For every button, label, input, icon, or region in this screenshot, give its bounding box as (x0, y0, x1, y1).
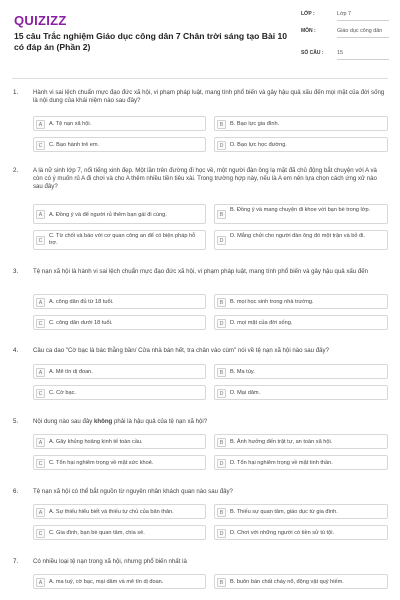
option-text: B. Thiếu sự quan tâm, giáo dục từ gia đình. (230, 508, 338, 515)
option-a[interactable] (33, 434, 206, 449)
option-letter: A (36, 508, 45, 517)
option-c[interactable] (33, 315, 206, 330)
option-letter: B (217, 120, 226, 129)
option-text: D. Mại dâm. (230, 389, 261, 396)
option-c[interactable] (33, 230, 206, 250)
meta-subject-label: MÔN : (301, 28, 316, 34)
option-letter: C (36, 141, 45, 150)
option-letter: D (217, 529, 226, 538)
option-a[interactable] (33, 204, 206, 224)
option-c[interactable] (33, 137, 206, 152)
option-b[interactable] (214, 116, 388, 131)
meta-class (301, 11, 391, 28)
option-text: A. ma tuý, cờ bạc, mại dâm và mê tín dị đoan. (49, 578, 164, 585)
question-number: 7. (13, 558, 19, 565)
option-d[interactable] (214, 455, 388, 470)
question-number: 3. (13, 268, 19, 275)
header-divider (12, 78, 388, 79)
meta-count-value: 15 (337, 50, 389, 60)
option-letter: C (36, 389, 45, 398)
question-number: 4. (13, 347, 19, 354)
meta-count (301, 50, 391, 64)
option-text: C. Gia đình, bạn bè quan tâm, chia sẻ. (49, 529, 145, 536)
option-letter: C (36, 236, 45, 245)
option-letter: D (217, 141, 226, 150)
option-text: C. Bạo hành trẻ em. (49, 141, 100, 148)
option-letter: B (217, 368, 226, 377)
meta-subject-value: Giáo dục công dân (337, 28, 389, 38)
option-letter: A (36, 438, 45, 447)
option-text: B. Đồng ý và mang chuyện đi khoe với bạn bè trong lớp. (230, 207, 371, 213)
option-a[interactable] (33, 116, 206, 131)
option-a[interactable] (33, 364, 206, 379)
meta-subject (301, 28, 391, 50)
question-text-emphasis: không (93, 418, 113, 425)
option-c[interactable] (33, 525, 206, 540)
option-letter: A (36, 578, 45, 587)
option-letter: D (217, 389, 226, 398)
option-letter: B (217, 508, 226, 517)
option-text: C. công dân dưới 18 tuổi. (49, 319, 113, 326)
option-text: C. Từ chối và báo với cơ quan công an để có biện pháp hỗ trợ. (49, 233, 196, 246)
option-b[interactable] (214, 434, 388, 449)
option-d[interactable] (214, 230, 388, 250)
worksheet-header (0, 0, 400, 78)
question-text-start: Nội dung nào sau đây (33, 418, 94, 425)
question-text: Có nhiều loại tệ nạn trong xã hội, nhưng phổ biến nhất là (33, 558, 187, 565)
option-text: B. Ma túy. (230, 368, 255, 375)
question-text: Tệ nạn xã hội là hành vi sai lệch chuẩn mực đạo đức xã hội, vi phạm pháp luật, mang tính phổ biến và gây hậu quả xấu đến (33, 268, 369, 275)
option-d[interactable] (214, 315, 388, 330)
question-text: Tệ nạn xã hội có thể bắt nguồn từ nguyên nhân khách quan nào sau đây? (33, 488, 233, 495)
option-letter: B (217, 210, 226, 219)
worksheet-meta (301, 11, 391, 64)
option-letter: C (36, 529, 45, 538)
meta-class-value: Lớp 7 (337, 11, 389, 21)
option-text: A. Đồng ý và để người rủ thêm bạn gái đi cùng. (49, 211, 167, 218)
option-letter: B (217, 438, 226, 447)
question-text (33, 418, 388, 426)
option-text: D. Tổn hại nghiêm trọng về mặt tinh thần. (230, 459, 333, 466)
option-a[interactable] (33, 504, 206, 519)
option-letter: A (36, 298, 45, 307)
option-d[interactable] (214, 525, 388, 540)
question-number: 6. (13, 488, 19, 495)
option-letter: D (217, 236, 226, 245)
option-b[interactable] (214, 504, 388, 519)
option-a[interactable] (33, 294, 206, 309)
question-number: 2. (13, 167, 19, 174)
meta-count-label: SỐ CÂU : (301, 50, 324, 56)
option-text: B. Bạo lực gia đình. (230, 120, 280, 127)
option-b[interactable] (214, 574, 388, 589)
option-text: A. Sự thiếu hiểu biết và thiếu tự chủ của bản thân. (49, 508, 174, 515)
option-text: A. công dân đủ từ 18 tuổi. (49, 298, 114, 305)
option-text: C. Cờ bạc. (49, 389, 76, 396)
page-title: 15 câu Trắc nghiệm Giáo dục công dân 7 Chân trời sáng tạo Bài 10 có đáp án (Phần 2) (14, 31, 288, 52)
option-text: A. Tệ nạn xã hội. (49, 120, 92, 127)
option-letter: A (36, 368, 45, 377)
option-letter: C (36, 459, 45, 468)
question-number: 5. (13, 418, 19, 425)
quizizz-logo: QUIZIZZ (14, 13, 67, 28)
question-text: Hành vi sai lệch chuẩn mực đạo đức xã hội, vi phạm pháp luật, mang tính phổ biến và gây hậu quả xấu đến mọi mặt của đời sống là nội dung của khái niệm nào sau đây? (33, 89, 385, 104)
question-text: Câu ca dao "Cờ bạc là bác thằng bần/ Cửa nhà bán hết, tra chân vào cùm" nói về tệ nạn xã hội nào sau đây? (33, 347, 329, 354)
option-letter: D (217, 319, 226, 328)
option-d[interactable] (214, 385, 388, 400)
option-letter: A (36, 210, 45, 219)
option-text: D. Chơi với những người có tiền sử tù tội. (230, 529, 335, 536)
option-a[interactable] (33, 574, 206, 589)
question-text-end: phải là hậu quả của tệ nạn xã hội? (112, 418, 208, 425)
option-text: C. Tổn hại nghiêm trọng về mặt sức khoẻ. (49, 459, 154, 466)
option-text: D. Mắng chửi cho người đàn ông đó một trận và bỏ đi. (230, 233, 365, 239)
question-number: 1. (13, 89, 19, 96)
option-b[interactable] (214, 294, 388, 309)
option-text: B. mọi học sinh trong nhà trường. (230, 298, 314, 305)
question-text: A là nữ sinh lớp 7, nổi tiếng xinh đẹp. Một lần trên đường đi học về, một người đàn ông lạ mặt đã chủ động bắt chuyện với A và còn có ý muốn rủ A đi chơi và cho A thêm nhiều tiền tiêu xài. Trong trường hợp này, nếu là A em nên lựa chọn cách ứng xử nào sau đây? (33, 167, 377, 190)
option-letter: A (36, 120, 45, 129)
option-c[interactable] (33, 385, 206, 400)
option-letter: D (217, 459, 226, 468)
option-letter: C (36, 319, 45, 328)
option-letter: B (217, 578, 226, 587)
option-text: A. Gây khủng hoảng kinh tế toàn cầu. (49, 438, 143, 445)
option-b[interactable] (214, 204, 388, 224)
meta-class-label: LỚP : (301, 11, 315, 17)
option-text: D. Bạo lực học đường. (230, 141, 287, 148)
option-letter: B (217, 298, 226, 307)
option-c[interactable] (33, 455, 206, 470)
option-text: B. buôn bán chất cháy nổ, động vật quý hiếm. (230, 578, 344, 585)
option-text: D. mọi mặt của đời sống. (230, 319, 293, 326)
option-d[interactable] (214, 137, 388, 152)
option-text: B. Ảnh hưởng đến trật tự, an toàn xã hội. (230, 438, 333, 445)
option-text: A. Mê tín dị đoan. (49, 368, 93, 375)
option-b[interactable] (214, 364, 388, 379)
